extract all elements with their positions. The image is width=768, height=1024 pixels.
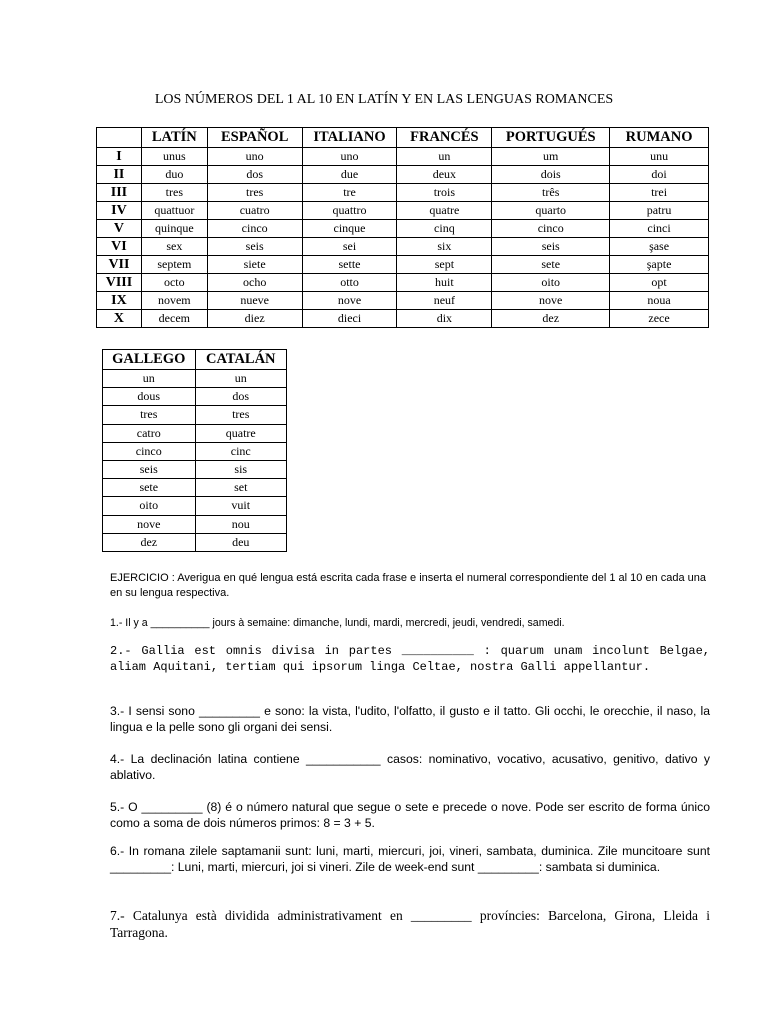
- table-row: [97, 148, 709, 166]
- table-cell: novem: [141, 292, 207, 310]
- exercise-question-3: 3.- I sensi sono _________ e sono: la vista, l'udito, l'olfatto, il gusto e il tatto. Gli occhi, le orecchie, il naso, la lingua e la pelle sono gli organi dei sensi.: [110, 704, 710, 734]
- table-cell: cinque: [302, 220, 397, 238]
- header-cell-gallego: GALLEGO: [103, 350, 196, 370]
- table-cell: três: [492, 184, 610, 202]
- table-cell: sette: [302, 256, 397, 274]
- header-cell-rumano: RUMANO: [610, 128, 709, 148]
- header-cell-catalan: CATALÁN: [195, 350, 286, 370]
- table-row: [97, 238, 709, 256]
- numbers-table-main: [96, 127, 709, 328]
- table-cell: set: [195, 479, 286, 497]
- table-cell: dez: [492, 310, 610, 328]
- table-cell: cinci: [610, 220, 709, 238]
- table-row: [97, 310, 709, 328]
- table-cell: sei: [302, 238, 397, 256]
- table-cell: nove: [302, 292, 397, 310]
- table-row: [103, 406, 287, 424]
- table-cell: tres: [195, 406, 286, 424]
- table-cell: diez: [207, 310, 302, 328]
- exercise-question-7: 7.- Catalunya està dividida administrativament en _________ províncies: Barcelona, Girona, Lleida i Tarragona.: [110, 908, 710, 940]
- table-cell: duo: [141, 166, 207, 184]
- table-row: [103, 497, 287, 515]
- table-cell: dix: [397, 310, 492, 328]
- table-cell: uno: [207, 148, 302, 166]
- table-row: [97, 166, 709, 184]
- table-cell: deu: [195, 533, 286, 551]
- table-cell: tres: [103, 406, 196, 424]
- table-row: [97, 220, 709, 238]
- table-row: [103, 479, 287, 497]
- table-row: [103, 388, 287, 406]
- table-cell: noua: [610, 292, 709, 310]
- header-cell: [97, 128, 142, 148]
- table-row: [97, 202, 709, 220]
- row-numeral-cell: X: [97, 310, 142, 328]
- table-cell: nove: [492, 292, 610, 310]
- table-row: [103, 533, 287, 551]
- table-cell: oito: [103, 497, 196, 515]
- table-cell: quattuor: [141, 202, 207, 220]
- table-cell: octo: [141, 274, 207, 292]
- table-row: [103, 515, 287, 533]
- numbers-table-gallego-catalan: [102, 349, 287, 552]
- table-cell: oito: [492, 274, 610, 292]
- header-cell-portugues: PORTUGUÉS: [492, 128, 610, 148]
- table-cell: cuatro: [207, 202, 302, 220]
- table-cell: dois: [492, 166, 610, 184]
- table-row: [97, 292, 709, 310]
- table-cell: due: [302, 166, 397, 184]
- row-numeral-cell: III: [97, 184, 142, 202]
- table-cell: nou: [195, 515, 286, 533]
- table-cell: seis: [492, 238, 610, 256]
- table-cell: quatre: [397, 202, 492, 220]
- row-numeral-cell: II: [97, 166, 142, 184]
- table-row: [97, 256, 709, 274]
- table-cell: trei: [610, 184, 709, 202]
- table-cell: sis: [195, 460, 286, 478]
- table-cell: huit: [397, 274, 492, 292]
- table-cell: sete: [103, 479, 196, 497]
- table-cell: dous: [103, 388, 196, 406]
- table-cell: sete: [492, 256, 610, 274]
- table-cell: cinco: [207, 220, 302, 238]
- table-cell: septem: [141, 256, 207, 274]
- table-cell: un: [195, 370, 286, 388]
- table-cell: tre: [302, 184, 397, 202]
- table-cell: nueve: [207, 292, 302, 310]
- row-numeral-cell: VII: [97, 256, 142, 274]
- table-cell: şase: [610, 238, 709, 256]
- table-cell: quinque: [141, 220, 207, 238]
- table-cell: six: [397, 238, 492, 256]
- table-cell: sept: [397, 256, 492, 274]
- header-cell-latin: LATÍN: [141, 128, 207, 148]
- table-row: [103, 460, 287, 478]
- table-cell: seis: [103, 460, 196, 478]
- table-cell: dieci: [302, 310, 397, 328]
- header-cell-italiano: ITALIANO: [302, 128, 397, 148]
- row-numeral-cell: VI: [97, 238, 142, 256]
- row-numeral-cell: VIII: [97, 274, 142, 292]
- table-cell: dez: [103, 533, 196, 551]
- table-cell: patru: [610, 202, 709, 220]
- table-cell: siete: [207, 256, 302, 274]
- table-cell: şapte: [610, 256, 709, 274]
- table-cell: otto: [302, 274, 397, 292]
- table-row: [103, 442, 287, 460]
- table-row: [97, 184, 709, 202]
- table-cell: doi: [610, 166, 709, 184]
- page-title: LOS NÚMEROS DEL 1 AL 10 EN LATÍN Y EN LAS LENGUAS ROMANCES: [154, 92, 614, 107]
- table-cell: cinq: [397, 220, 492, 238]
- table-cell: ocho: [207, 274, 302, 292]
- table-cell: quarto: [492, 202, 610, 220]
- header-cell-frances: FRANCÉS: [397, 128, 492, 148]
- table-cell: dos: [207, 166, 302, 184]
- table-cell: catro: [103, 424, 196, 442]
- row-numeral-cell: IX: [97, 292, 142, 310]
- table-cell: deux: [397, 166, 492, 184]
- table-cell: quattro: [302, 202, 397, 220]
- row-numeral-cell: V: [97, 220, 142, 238]
- table-header-row: [103, 350, 287, 370]
- table-cell: seis: [207, 238, 302, 256]
- table-cell: unus: [141, 148, 207, 166]
- table-cell: decem: [141, 310, 207, 328]
- exercise-question-2: 2.- Gallia est omnis divisa in partes __________ : quarum unam incolunt Belgae, aliam Aquitani, tertiam qui ipsorum linga Celtae, nostra Galli appellantur.: [110, 644, 710, 674]
- table-cell: um: [492, 148, 610, 166]
- header-cell-espanol: ESPAÑOL: [207, 128, 302, 148]
- exercise-question-4: 4.- La declinación latina contiene ___________ casos: nominativo, vocativo, acusativo, genitivo, dativo y ablativo.: [110, 752, 710, 782]
- exercise-instructions: EJERCICIO : Averigua en qué lengua está escrita cada frase e inserta el numeral correspondiente del 1 al 10 en cada una en su lengua respectiva.: [110, 572, 706, 599]
- table-row: [103, 370, 287, 388]
- table-row: [97, 274, 709, 292]
- table-cell: vuit: [195, 497, 286, 515]
- table-cell: dos: [195, 388, 286, 406]
- exercise-question-6: 6.- In romana zilele saptamanii sunt: luni, marti, miercuri, joi, vineri, sambata, duminica. Zile muncitoare sunt _________: Luni, marti, miercuri, joi si vineri. Zile de week-end sunt _________: sambata si duminica.: [110, 844, 710, 874]
- table-cell: neuf: [397, 292, 492, 310]
- table-row: [103, 424, 287, 442]
- table-cell: unu: [610, 148, 709, 166]
- table-cell: cinc: [195, 442, 286, 460]
- row-numeral-cell: IV: [97, 202, 142, 220]
- table-cell: sex: [141, 238, 207, 256]
- table-cell: opt: [610, 274, 709, 292]
- exercise-question-5: 5.- O _________ (8) é o número natural que segue o sete e precede o nove. Pode ser escrito de forma único como a soma de dois números primos: 8 = 3 + 5.: [110, 800, 710, 830]
- table-cell: nove: [103, 515, 196, 533]
- table-cell: un: [397, 148, 492, 166]
- exercise-question-1: 1.- Il y a __________ jours à semaine: dimanche, lundi, mardi, mercredi, jeudi, vendredi, samedi.: [110, 617, 565, 629]
- table-cell: tres: [207, 184, 302, 202]
- table-cell: cinco: [103, 442, 196, 460]
- table-cell: zece: [610, 310, 709, 328]
- table-cell: uno: [302, 148, 397, 166]
- table-cell: quatre: [195, 424, 286, 442]
- table-cell: trois: [397, 184, 492, 202]
- table-cell: un: [103, 370, 196, 388]
- table-cell: tres: [141, 184, 207, 202]
- row-numeral-cell: I: [97, 148, 142, 166]
- table-cell: cinco: [492, 220, 610, 238]
- table-header-row: [97, 128, 709, 148]
